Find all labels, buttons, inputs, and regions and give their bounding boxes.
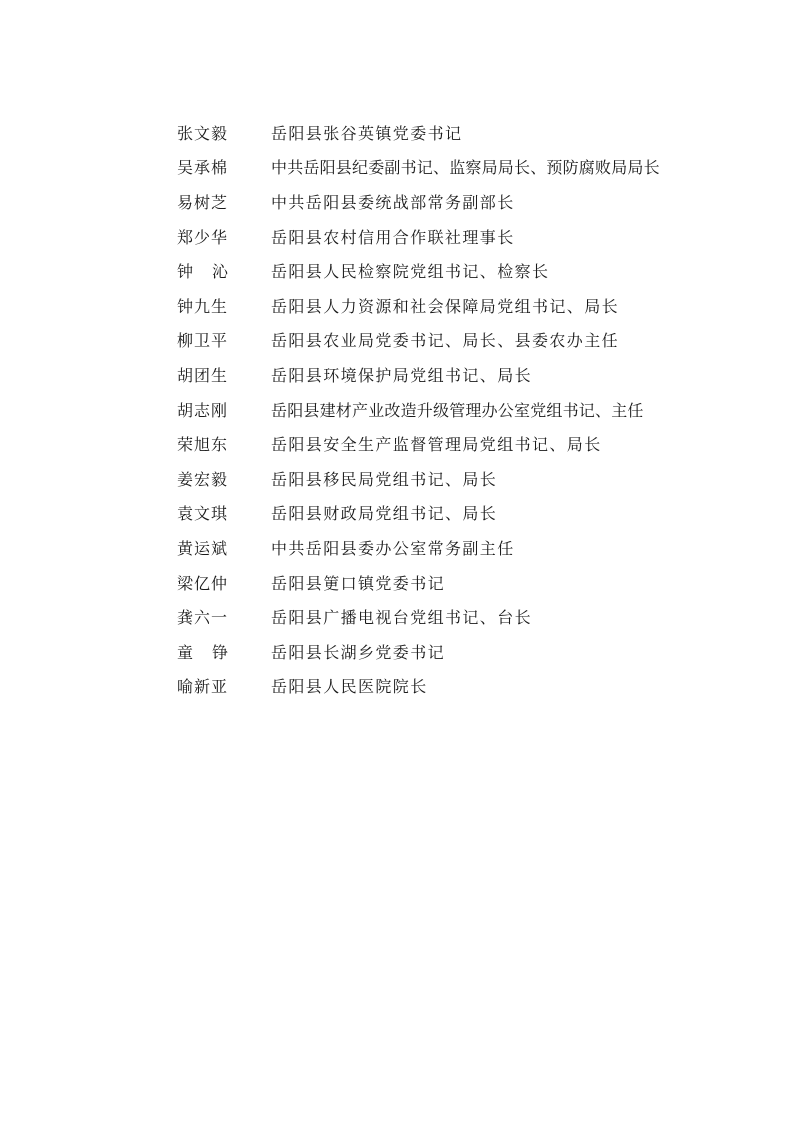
person-name: 姜宏毅 <box>177 469 229 489</box>
person-name-last: 铮 <box>212 642 229 662</box>
person-title: 岳阳县筻口镇党委书记 <box>271 573 446 593</box>
list-item <box>177 219 757 254</box>
person-title: 岳阳县财政局党组书记、局长 <box>271 504 498 524</box>
person-name-last: 沁 <box>212 262 229 282</box>
person-title: 中共岳阳县委统战部常务副部长 <box>271 192 515 212</box>
list-item <box>177 288 757 323</box>
person-name: 郑少华 <box>177 227 229 247</box>
person-title: 岳阳县广播电视台党组书记、台长 <box>271 608 533 628</box>
list-item <box>177 253 757 288</box>
list-item <box>177 150 757 185</box>
person-name <box>177 640 271 663</box>
person-name: 龚六一 <box>177 608 229 628</box>
list-item <box>177 184 757 219</box>
person-name: 喻新亚 <box>177 677 229 697</box>
person-name-first: 钟 <box>177 262 194 282</box>
person-name: 胡志刚 <box>177 400 229 420</box>
person-title: 岳阳县人力资源和社会保障局党组书记、局长 <box>271 296 620 316</box>
list-item <box>177 669 757 704</box>
person-name: 易树芝 <box>177 192 229 212</box>
list-item <box>177 599 757 634</box>
list-item <box>177 634 757 669</box>
person-name: 袁文琪 <box>177 504 229 524</box>
person-title: 岳阳县环境保护局党组书记、局长 <box>271 365 533 385</box>
list-item <box>177 496 757 531</box>
person-title: 中共岳阳县纪委副书记、监察局局长、预防腐败局局长 <box>271 158 660 178</box>
person-name: 柳卫平 <box>177 331 229 351</box>
person-name: 胡团生 <box>177 365 229 385</box>
person-name: 钟九生 <box>177 296 229 316</box>
list-item <box>177 426 757 461</box>
person-title: 中共岳阳县委办公室常务副主任 <box>271 538 515 558</box>
list-item <box>177 530 757 565</box>
list-item <box>177 115 757 150</box>
person-title: 岳阳县安全生产监督管理局党组书记、局长 <box>271 435 602 455</box>
person-title: 岳阳县长湖乡党委书记 <box>271 642 446 662</box>
person-name: 吴承棉 <box>177 158 229 178</box>
list-item <box>177 565 757 600</box>
list-item <box>177 392 757 427</box>
person-name: 张文毅 <box>177 123 229 143</box>
personnel-list <box>177 115 757 703</box>
person-title: 岳阳县农村信用合作联社理事长 <box>271 227 515 247</box>
person-name: 荣旭东 <box>177 435 229 455</box>
list-item <box>177 357 757 392</box>
person-title: 岳阳县人民检察院党组书记、检察长 <box>271 262 550 282</box>
person-title: 岳阳县建材产业改造升级管理办公室党组书记、主任 <box>271 400 644 420</box>
person-title: 岳阳县农业局党委书记、局长、县委农办主任 <box>271 331 620 351</box>
list-item <box>177 461 757 496</box>
person-title: 岳阳县移民局党组书记、局长 <box>271 469 498 489</box>
person-name-first: 童 <box>177 642 194 662</box>
person-title: 岳阳县张谷英镇党委书记 <box>271 123 463 143</box>
list-item <box>177 323 757 358</box>
person-title: 岳阳县人民医院院长 <box>271 677 428 697</box>
person-name: 梁亿仲 <box>177 573 229 593</box>
person-name: 黄运斌 <box>177 538 229 558</box>
person-name <box>177 259 271 282</box>
